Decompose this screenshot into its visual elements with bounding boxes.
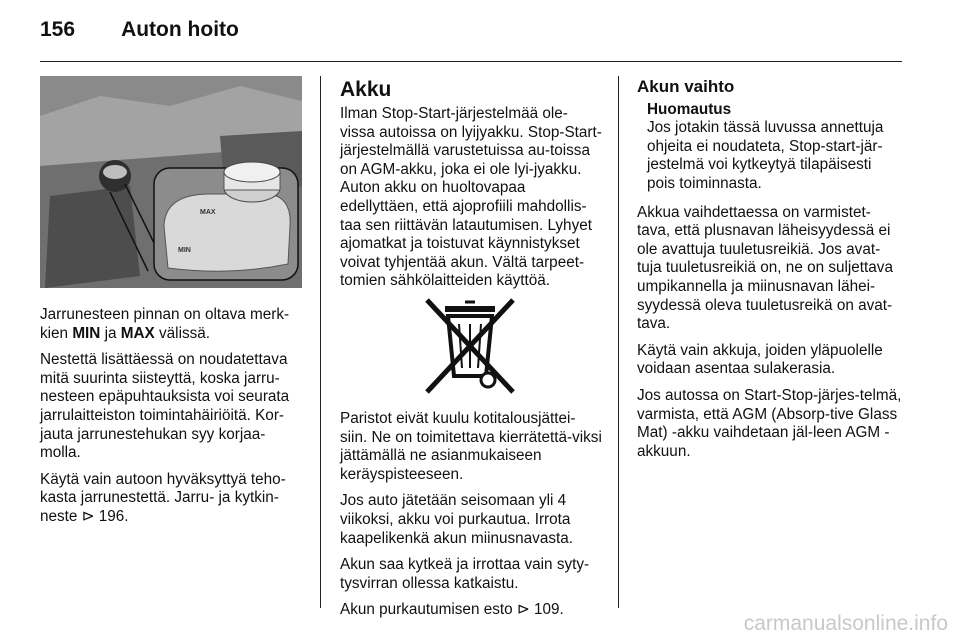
section-heading-akun-vaihto: Akun vaihto (637, 77, 735, 96)
column-divider-2 (618, 76, 619, 608)
column-3 (637, 78, 902, 469)
page-number: 156 (40, 18, 76, 41)
page-header (40, 18, 239, 42)
column-2-lower (340, 410, 602, 628)
brake-fluid-level-paragraph: Jarrunesteen pinnan on oltava merk-kien MIN ja MAX välissä. (40, 306, 290, 342)
cleanliness-paragraph: Nestettä lisättäessä on noudatettava mitä suurinta siisteyttä, koska jarru-nesteen epäpuhtauksista voi seurata jarrulaitteiston toimintahäiriöitä. Kor-jauta jarrunestehukan syy korjaa-molla. (40, 351, 290, 462)
column-1 (40, 306, 302, 535)
crossed-bin-icon (415, 296, 525, 400)
battery-intro-paragraph: Ilman Stop-Start-järjestelmää ole-vissa autoissa on lyijyakku. Stop-Start-järjestelmällä varustetuissa au-toissa on AGM-akku, joka ei ole lyi-jyakku. Auton akku on huoltovapaa edellyttäen, että ajoprofiili mahdollis-taa sen riittävän latautumisen. Lyhyet ajomatkat ja toistuvat käynnistykset voivat tyhjentää akun. Vältä tarpeet-tomien sähkölaitteiden käyttöä. (340, 105, 602, 290)
page-reference-link[interactable]: 109. (533, 601, 564, 619)
battery-disposal-paragraph: Paristot eivät kuulu kotitalousjättei-siin. Ne on toimitettava kierrätettä-viksi jättämällä ne asianmukaiseen keräyspisteeseen. (340, 410, 602, 483)
note-body: Jos jotakin tässä luvussa annettuja ohjeita ei noudateta, Stop-start-jär-jestelmä voi kytkeytyä tilapäisesti pois toiminnasta. (647, 119, 884, 192)
page-title: Auton hoito (121, 18, 239, 41)
brake-fluid-reservoir-photo (40, 76, 302, 288)
watermark: carmanualsonline.info (743, 612, 948, 635)
section-heading-akku: Akku (340, 78, 392, 101)
column-divider-1 (320, 76, 321, 608)
ref-arrow-icon: ⊳ (81, 507, 99, 525)
max-marker: MAX (120, 324, 155, 342)
note-title: Huomautus (647, 100, 732, 118)
brake-fluid-type-paragraph: Käytä vain autoon hyväksyttyä teho-kasta jarrunestettä. Jarru- ja kytkin-neste ⊳ 196. (40, 470, 286, 525)
min-marker: MIN (72, 324, 101, 342)
header-rule (40, 61, 902, 62)
column-2 (340, 105, 602, 299)
battery-disconnect-paragraph: Akun saa kytkeä ja irrottaa vain syty-tysvirran ollessa katkaistu. (340, 556, 590, 592)
agm-battery-paragraph: Jos autossa on Start-Stop-järjes-telmä, varmista, että AGM (Absorp-tive Glass Mat) -akku vaihdetaan jäl-leen AGM -akkuun. (637, 386, 902, 460)
note-box (647, 101, 902, 194)
max-label: MAX (200, 209, 216, 216)
fuse-box-paragraph: Käytä vain akkuja, joiden yläpuolelle voidaan asentaa sulakerasia. (637, 341, 883, 378)
min-label: MIN (178, 247, 191, 254)
battery-discharge-paragraph: Akun purkautumisen esto ⊳ 109. (340, 601, 564, 619)
battery-storage-paragraph: Jos auto jätetään seisomaan yli 4 viikoksi, akku voi purkautua. Irrota kaapelikenkä akun miinusnavasta. (340, 492, 573, 547)
page-reference-link[interactable]: 196. (98, 507, 129, 525)
vent-holes-paragraph: Akkua vaihdettaessa on varmistet-tava, että plusnavan läheisyydessä ei ole avattuja tuuletusreikiä. Jos avat-tuja tuuletusreikiä on, ne on suljettava umpikannella ja miinusnavan lähei-syydessä oleva tuuletusreikä on avat-tava. (637, 203, 893, 333)
ref-arrow-icon: ⊳ (516, 601, 534, 619)
